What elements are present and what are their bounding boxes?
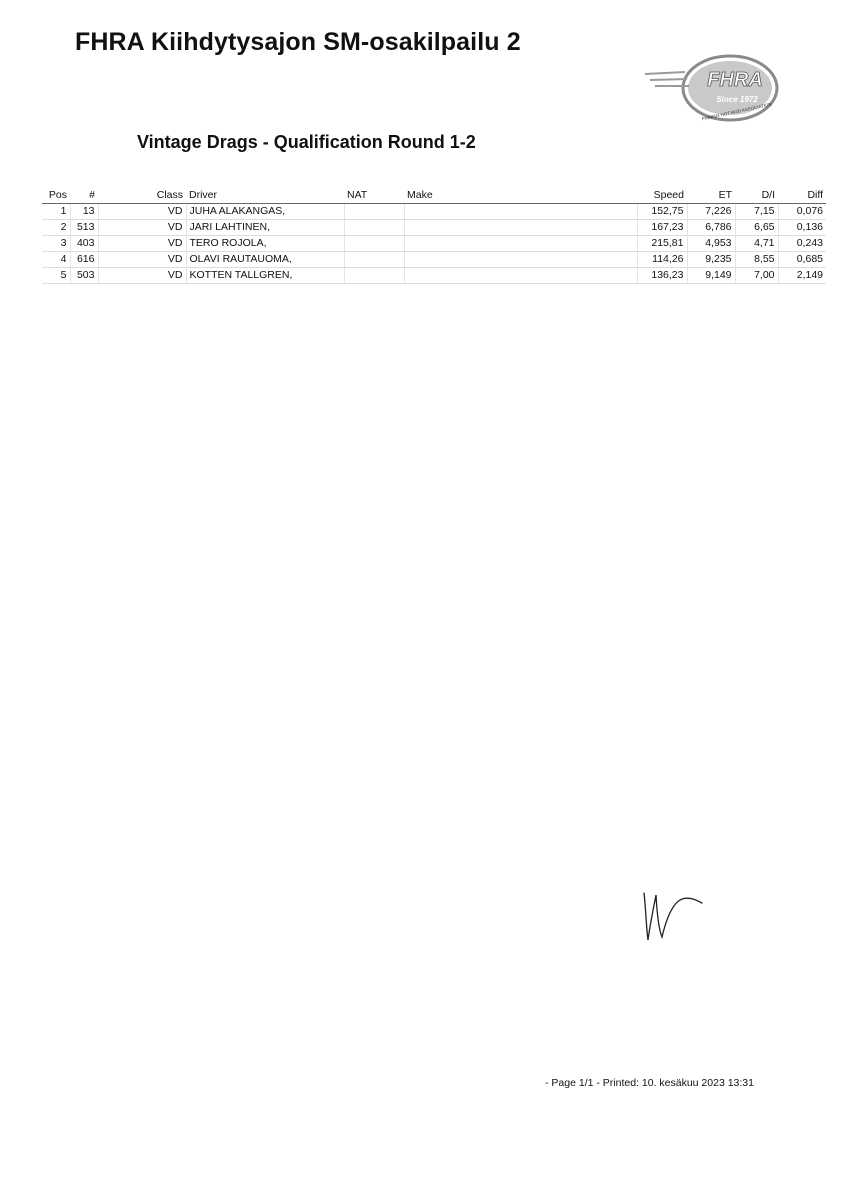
cell-number: 513 — [70, 220, 98, 236]
cell-speed: 136,23 — [637, 268, 687, 284]
cell-class: VD — [98, 236, 186, 252]
cell-et: 7,226 — [687, 204, 735, 220]
cell-nat — [344, 236, 404, 252]
svg-text:FHRA: FHRA — [707, 69, 763, 91]
cell-nat — [344, 252, 404, 268]
cell-number: 403 — [70, 236, 98, 252]
cell-class: VD — [98, 252, 186, 268]
cell-di: 7,15 — [735, 204, 778, 220]
cell-make — [404, 252, 637, 268]
cell-pos: 4 — [42, 252, 70, 268]
cell-speed: 152,75 — [637, 204, 687, 220]
cell-class: VD — [98, 204, 186, 220]
cell-nat — [344, 220, 404, 236]
cell-nat — [344, 204, 404, 220]
header-number: # — [70, 188, 98, 204]
cell-diff: 2,149 — [778, 268, 826, 284]
cell-di: 6,65 — [735, 220, 778, 236]
cell-speed: 215,81 — [637, 236, 687, 252]
cell-speed: 167,23 — [637, 220, 687, 236]
cell-make — [404, 268, 637, 284]
cell-diff: 0,136 — [778, 220, 826, 236]
cell-pos: 1 — [42, 204, 70, 220]
cell-driver: TERO ROJOLA, — [186, 236, 344, 252]
header-di: D/I — [735, 188, 778, 204]
header-driver: Driver — [186, 188, 344, 204]
cell-driver: KOTTEN TALLGREN, — [186, 268, 344, 284]
cell-number: 503 — [70, 268, 98, 284]
table-row — [42, 252, 826, 268]
cell-driver: OLAVI RAUTAUOMA, — [186, 252, 344, 268]
page-title: FHRA Kiihdytysajon SM-osakilpailu 2 — [75, 28, 521, 56]
section-title: Vintage Drags - Qualification Round 1-2 — [137, 132, 476, 152]
svg-text:FINNISH HOT ROD ASSOCIATION: FINNISH HOT ROD ASSOCIATION — [701, 101, 773, 122]
header-class: Class — [98, 188, 186, 204]
cell-pos: 3 — [42, 236, 70, 252]
cell-number: 13 — [70, 204, 98, 220]
cell-diff: 0,243 — [778, 236, 826, 252]
cell-driver: JARI LAHTINEN, — [186, 220, 344, 236]
svg-text:Since 1972: Since 1972 — [716, 95, 758, 104]
cell-et: 9,235 — [687, 252, 735, 268]
cell-pos: 2 — [42, 220, 70, 236]
cell-et: 9,149 — [687, 268, 735, 284]
page-footer: - Page 1/1 - Printed: 10. kesäkuu 2023 13:31 — [545, 1077, 754, 1089]
cell-di: 8,55 — [735, 252, 778, 268]
cell-et: 6,786 — [687, 220, 735, 236]
header-speed: Speed — [637, 188, 687, 204]
cell-pos: 5 — [42, 268, 70, 284]
header-make: Make — [404, 188, 637, 204]
header-et: ET — [687, 188, 735, 204]
header-diff: Diff — [778, 188, 826, 204]
handwritten-signature — [640, 885, 710, 945]
fhra-logo — [645, 52, 780, 124]
table-row — [42, 204, 826, 220]
cell-make — [404, 236, 637, 252]
cell-class: VD — [98, 268, 186, 284]
header-pos: Pos — [42, 188, 70, 204]
table-row — [42, 220, 826, 236]
table-header-row — [42, 188, 826, 204]
header-nat: NAT — [344, 188, 404, 204]
cell-make — [404, 220, 637, 236]
cell-driver: JUHA ALAKANGAS, — [186, 204, 344, 220]
cell-diff: 0,685 — [778, 252, 826, 268]
cell-di: 4,71 — [735, 236, 778, 252]
cell-di: 7,00 — [735, 268, 778, 284]
cell-class: VD — [98, 220, 186, 236]
cell-make — [404, 204, 637, 220]
results-table — [42, 188, 826, 284]
cell-speed: 114,26 — [637, 252, 687, 268]
cell-et: 4,953 — [687, 236, 735, 252]
table-row — [42, 268, 826, 284]
cell-number: 616 — [70, 252, 98, 268]
table-row — [42, 236, 826, 252]
cell-nat — [344, 268, 404, 284]
cell-diff: 0,076 — [778, 204, 826, 220]
